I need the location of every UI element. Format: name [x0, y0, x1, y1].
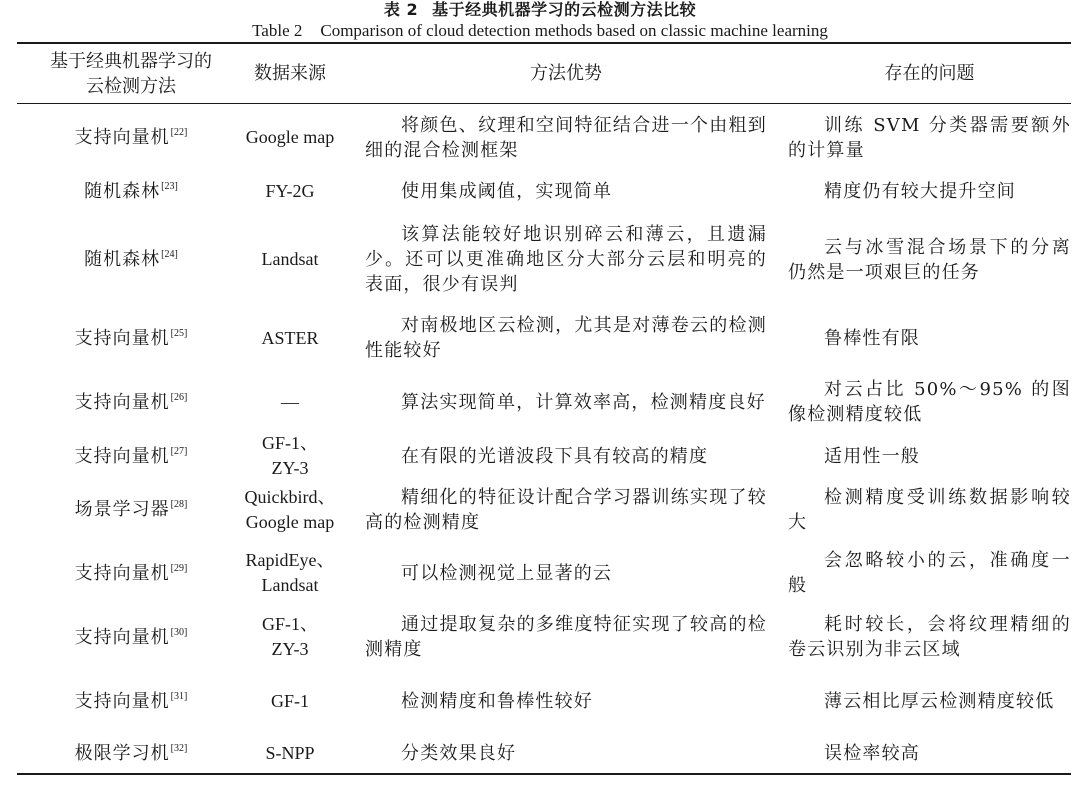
source-cell: [229, 478, 351, 541]
method-name: 支持向量机: [74, 127, 170, 148]
source-cell: [229, 605, 351, 669]
citation-ref: [23]: [161, 180, 178, 192]
advantage-text: 检测精度和鲁棒性较好: [401, 690, 593, 712]
problem-cell: [788, 434, 1071, 478]
method-cell: [17, 213, 245, 306]
table-bottom-rule: [17, 773, 1071, 775]
problem-text: 鲁棒性有限: [824, 327, 920, 349]
advantage-cell: [365, 106, 767, 169]
table-header-row: [17, 44, 1071, 103]
citation-ref: [28]: [170, 499, 188, 510]
advantage-text: 使用集成阈值，实现简单: [401, 180, 613, 202]
table-row: [17, 213, 1071, 306]
source-cell: [229, 733, 351, 773]
method-name: 支持向量机: [74, 445, 170, 467]
problem-text: 适用性一般: [824, 445, 920, 467]
source-text: GF-1、 ZY-3: [261, 614, 318, 659]
header-advantage: 方法优势: [530, 63, 602, 84]
source-cell: [229, 370, 351, 434]
table-title-english: Comparison of cloud detection methods based on classic machine learning: [320, 21, 828, 40]
source-text: FY-2G: [265, 180, 315, 201]
advantage-text: 可以检测视觉上显著的云: [401, 562, 613, 584]
method-name: 支持向量机: [74, 562, 170, 584]
table-row: [17, 169, 1071, 213]
problem-text: 薄云相比厚云检测精度较低: [824, 690, 1055, 712]
citation-ref: [26]: [170, 391, 188, 403]
problem-text: 误检率较高: [824, 742, 920, 764]
problem-text: 对云占比 50%～95% 的图像检测精度较低: [788, 379, 1071, 425]
method-name: 支持向量机: [74, 626, 170, 648]
problem-cell: [788, 213, 1071, 306]
source-text: GF-1、 ZY-3: [261, 433, 318, 478]
problem-text: 精度仍有较大提升空间: [824, 180, 1016, 202]
advantage-cell: [365, 669, 767, 733]
method-cell: [17, 306, 245, 370]
source-text: Quickbird、 Google map: [244, 486, 336, 532]
problem-cell: [788, 370, 1071, 434]
table-row: [17, 434, 1071, 478]
source-text: Google map: [245, 127, 335, 147]
table-row: [17, 605, 1071, 669]
method-cell: [17, 478, 245, 541]
advantage-cell: [365, 605, 767, 669]
citation-ref: [22]: [170, 127, 188, 138]
problem-cell: [788, 306, 1071, 370]
citation-ref: [24]: [161, 249, 178, 260]
source-cell: [229, 213, 351, 306]
advantage-cell: [365, 478, 767, 541]
method-cell: [17, 541, 245, 605]
advantage-text: 在有限的光谱波段下具有较高的精度: [401, 445, 709, 467]
advantage-cell: [365, 434, 767, 478]
table-header-rule: [17, 103, 1071, 104]
problem-text: 耗时较长，会将纹理精细的卷云识别为非云区域: [788, 614, 1071, 660]
table-row: [17, 478, 1071, 541]
advantage-cell: [365, 213, 767, 306]
method-cell: [17, 669, 245, 733]
problem-text: 训练 SVM 分类器需要额外的计算量: [788, 114, 1071, 161]
advantage-text: 将颜色、纹理和空间特征结合进一个由粗到细的混合检测框架: [365, 114, 767, 161]
advantage-text: 通过提取复杂的多维度特征实现了较高的检测精度: [365, 614, 767, 660]
table-number-english: Table 2: [252, 21, 303, 40]
source-cell: [229, 669, 351, 733]
problem-cell: [788, 106, 1071, 169]
advantage-cell: [365, 370, 767, 434]
table-row: [17, 370, 1071, 434]
source-cell: [229, 106, 351, 169]
table-number-chinese: 表 2: [383, 0, 419, 19]
method-cell: [17, 733, 245, 773]
advantage-text: 该算法能较好地识别碎云和薄云，且遗漏少。还可以更准确地区分大部分云层和明亮的表面，很少有误判: [365, 224, 767, 295]
problem-text: 会忽略较小的云，准确度一般: [788, 550, 1071, 596]
citation-ref: [27]: [170, 445, 188, 457]
table-caption-chinese: [0, 0, 1080, 20]
method-cell: [17, 169, 245, 213]
problem-cell: [788, 605, 1071, 669]
method-cell: [17, 106, 245, 169]
advantage-text: 对南极地区云检测，尤其是对薄卷云的检测性能较好: [365, 315, 767, 361]
method-name: 随机森林: [84, 249, 161, 270]
method-cell: [17, 605, 245, 669]
method-name: 支持向量机: [74, 391, 170, 413]
citation-ref: [29]: [170, 562, 188, 574]
header-source: 数据来源: [254, 63, 326, 84]
source-cell: [229, 541, 351, 605]
problem-cell: [788, 478, 1071, 541]
advantage-text: 精细化的特征设计配合学习器训练实现了较高的检测精度: [365, 486, 767, 533]
source-cell: [229, 169, 351, 213]
problem-cell: [788, 169, 1071, 213]
advantage-cell: [365, 169, 767, 213]
citation-ref: [30]: [170, 626, 188, 638]
method-name: 支持向量机: [74, 327, 170, 349]
source-cell: [229, 306, 351, 370]
source-text: RapidEye、 Landsat: [245, 550, 335, 595]
source-text: S-NPP: [265, 742, 315, 763]
citation-ref: [31]: [170, 690, 188, 702]
advantage-cell: [365, 733, 767, 773]
advantage-cell: [365, 541, 767, 605]
table-row: [17, 733, 1071, 773]
method-name: 场景学习器: [74, 499, 170, 520]
table-row: [17, 106, 1071, 169]
problem-cell: [788, 669, 1071, 733]
source-text: ASTER: [261, 327, 319, 348]
method-cell: [17, 434, 245, 478]
method-cell: [17, 370, 245, 434]
method-name: 极限学习机: [74, 742, 170, 764]
problem-cell: [788, 733, 1071, 773]
advantage-text: 分类效果良好: [401, 742, 517, 764]
problem-text: 云与冰雪混合场景下的分离仍然是一项艰巨的任务: [788, 236, 1071, 283]
table-row: [17, 669, 1071, 733]
table-title-chinese: 基于经典机器学习的云检测方法比较: [432, 0, 697, 19]
source-cell: [229, 434, 351, 478]
table-caption-english: [0, 20, 1080, 42]
citation-ref: [25]: [170, 327, 188, 339]
table-row: [17, 541, 1071, 605]
problem-text: 检测精度受训练数据影响较大: [788, 486, 1071, 533]
source-text: GF-1: [270, 690, 309, 711]
header-problem: 存在的问题: [884, 63, 975, 84]
advantage-cell: [365, 306, 767, 370]
problem-cell: [788, 541, 1071, 605]
advantage-text: 算法实现简单，计算效率高，检测精度良好: [401, 391, 766, 413]
citation-ref: [32]: [170, 742, 188, 754]
source-text: Landsat: [261, 249, 319, 269]
table-row: [17, 306, 1071, 370]
method-name: 随机森林: [84, 180, 161, 202]
source-text: —: [281, 391, 299, 412]
method-name: 支持向量机: [74, 690, 170, 712]
header-method: 基于经典机器学习的云检测方法: [50, 50, 212, 97]
